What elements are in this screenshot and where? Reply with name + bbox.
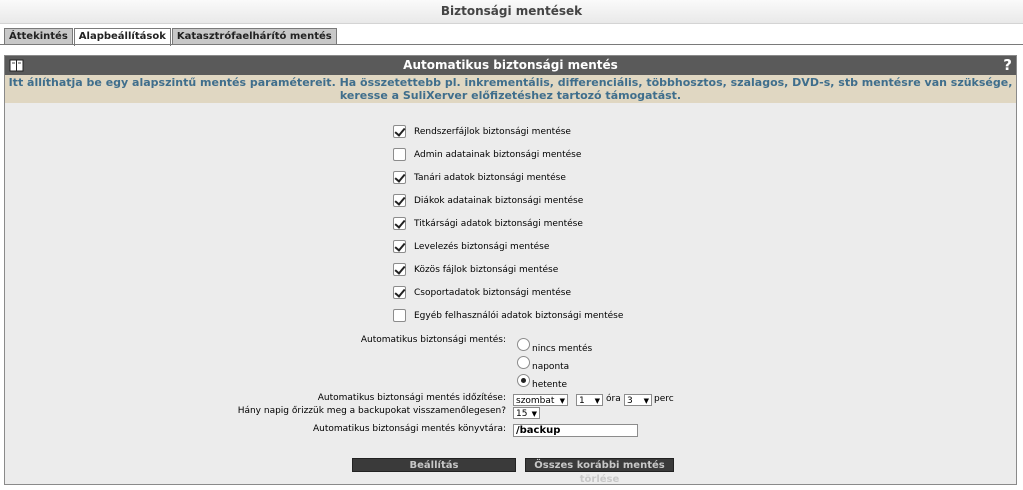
tab-overview[interactable]: Áttekintés	[4, 28, 73, 45]
day-select[interactable]	[513, 394, 568, 406]
checkbox-label: Tanári adatok biztonsági mentése	[414, 172, 566, 183]
book-icon	[9, 58, 24, 73]
checkbox-student-data[interactable]	[393, 194, 406, 207]
hour-select[interactable]	[576, 394, 603, 406]
checkbox-label: Egyéb felhasználói adatok biztonsági mentése	[414, 310, 624, 321]
checkbox-label: Csoportadatok biztonsági mentése	[414, 287, 572, 298]
radio-none[interactable]	[517, 338, 530, 351]
chevron-down-icon: ▼	[594, 397, 600, 405]
retention-select[interactable]	[513, 407, 540, 419]
directory-label: Automatikus biztonsági mentés könyvtára:	[312, 424, 506, 434]
delete-all-backups-button[interactable]: Összes korábbi mentés törlése	[525, 458, 674, 472]
checkbox-row-other-user-data	[393, 304, 623, 327]
radio-row-weekly	[517, 374, 568, 390]
minute-select-value: 3	[627, 396, 633, 406]
schedule-label: Automatikus biztonsági mentés időzítése:	[317, 393, 506, 403]
radio-daily[interactable]	[517, 356, 530, 369]
backup-options-list	[393, 120, 623, 327]
checkbox-label: Admin adatainak biztonsági mentése	[414, 149, 582, 160]
checkbox-row-admin-data	[393, 143, 623, 166]
checkbox-shared-files[interactable]	[393, 263, 406, 276]
checkbox-teacher-data[interactable]	[393, 171, 406, 184]
checkbox-admin-data[interactable]	[393, 148, 406, 161]
checkbox-label: Rendszerfájlok biztonsági mentése	[414, 126, 571, 137]
radio-row-none	[517, 338, 593, 354]
checkbox-mail[interactable]	[393, 240, 406, 253]
checkbox-row-teacher-data	[393, 166, 623, 189]
radio-label: naponta	[532, 361, 570, 372]
checkbox-secretary-data[interactable]	[393, 217, 406, 230]
day-select-value: szombat	[516, 396, 555, 406]
radio-weekly[interactable]	[517, 374, 530, 387]
directory-input[interactable]	[513, 424, 638, 437]
retention-select-value: 15	[516, 409, 528, 419]
radio-label: nincs mentés	[532, 343, 593, 354]
chevron-down-icon: ▼	[531, 410, 537, 418]
chevron-down-icon: ▼	[643, 397, 649, 405]
auto-backup-label: Automatikus biztonsági mentés:	[360, 335, 506, 345]
checkbox-label: Levelezés biztonsági mentése	[414, 241, 550, 252]
tab-divider	[0, 44, 1023, 45]
checkbox-label: Diákok adatainak biztonsági mentése	[414, 195, 584, 206]
window-title: Biztonsági mentések	[0, 0, 1023, 24]
checkbox-group-data[interactable]	[393, 286, 406, 299]
hour-unit: óra	[606, 394, 621, 404]
tab-bar	[4, 28, 338, 45]
hour-select-value: 1	[579, 396, 585, 406]
tab-basic-settings[interactable]: Alapbeállítások	[74, 28, 171, 46]
checkbox-row-secretary-data	[393, 212, 623, 235]
minute-unit: perc	[654, 394, 674, 404]
checkbox-row-group-data	[393, 281, 623, 304]
checkbox-label: Titkársági adatok biztonsági mentése	[414, 218, 583, 229]
apply-button[interactable]: Beállítás	[352, 458, 516, 472]
minute-select[interactable]	[624, 394, 652, 406]
tab-disaster-recovery[interactable]: Katasztrófaelhárító mentés	[172, 28, 337, 45]
checkbox-row-shared-files	[393, 258, 623, 281]
panel-header	[5, 56, 1016, 75]
settings-panel	[4, 55, 1017, 485]
panel-title: Automatikus biztonsági mentés	[403, 58, 618, 72]
checkbox-row-mail	[393, 235, 623, 258]
radio-label: hetente	[532, 379, 568, 390]
checkbox-other-user-data[interactable]	[393, 309, 406, 322]
checkbox-row-system-files	[393, 120, 623, 143]
chevron-down-icon: ▼	[559, 397, 565, 405]
checkbox-system-files[interactable]	[393, 125, 406, 138]
help-icon[interactable]: ?	[1003, 56, 1012, 74]
retention-label: Hány napig őrizzük meg a backupokat visszamenőlegesen?	[237, 406, 506, 416]
checkbox-row-student-data	[393, 189, 623, 212]
info-notice: Itt állíthatja be egy alapszintű mentés paramétereit. Ha összetettebb pl. inkrementális, differenciális, többhosztos, szalagos, DVD-s, stb mentésre van szüksége, keresse a SuliXerver előfizetéshez tartozó támogatást.	[5, 75, 1016, 103]
checkbox-label: Közös fájlok biztonsági mentése	[414, 264, 559, 275]
radio-row-daily	[517, 356, 570, 372]
